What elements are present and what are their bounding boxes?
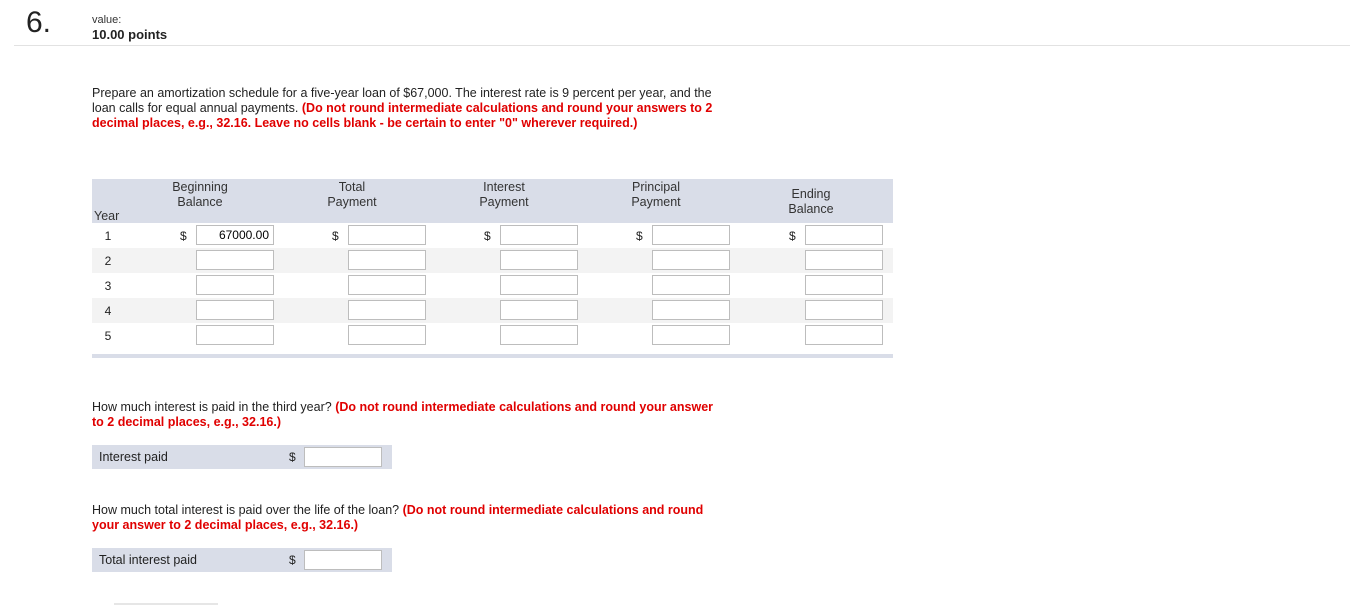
table-header bbox=[92, 179, 893, 223]
question-3-prompt: How much total interest is paid over the life of the loan? (Do not round intermediate calculations and round your answer to 2 decimal places, e.g., 32.16.) bbox=[92, 503, 704, 532]
total-input[interactable] bbox=[348, 300, 426, 320]
beginning-input[interactable] bbox=[196, 325, 274, 345]
year-cell: 5 bbox=[104, 329, 112, 343]
interest-input[interactable] bbox=[500, 250, 578, 270]
header-beginning-balance: Beginning Balance bbox=[172, 180, 228, 209]
table-row bbox=[92, 223, 893, 248]
total-input[interactable] bbox=[348, 325, 426, 345]
currency-symbol: $ bbox=[636, 229, 643, 243]
total-interest-paid-row bbox=[92, 548, 392, 572]
table-footer-line bbox=[92, 354, 893, 358]
ending-input[interactable] bbox=[805, 325, 883, 345]
table-row bbox=[92, 248, 893, 273]
ending-input[interactable] bbox=[805, 275, 883, 295]
prompt-instructions: (Do not round intermediate calculations and round your answers to 2 decimal places, e.g., 32.16. Leave no cells blank - be certain to enter "0" wherever required.) bbox=[92, 101, 713, 130]
total-input[interactable] bbox=[348, 225, 426, 245]
table-row bbox=[92, 298, 893, 323]
interest-input[interactable] bbox=[500, 300, 578, 320]
year-cell: 4 bbox=[104, 304, 112, 318]
currency-symbol: $ bbox=[289, 450, 296, 464]
ending-input[interactable] bbox=[805, 250, 883, 270]
currency-symbol: $ bbox=[789, 229, 796, 243]
total-interest-paid-input[interactable] bbox=[304, 550, 382, 570]
year-cell: 2 bbox=[104, 254, 112, 268]
interest-input[interactable] bbox=[500, 275, 578, 295]
interest-input[interactable] bbox=[500, 325, 578, 345]
currency-symbol: $ bbox=[289, 553, 296, 567]
beginning-input[interactable] bbox=[196, 275, 274, 295]
table-body bbox=[92, 223, 893, 348]
ending-input[interactable] bbox=[805, 225, 883, 245]
total-interest-paid-label: Total interest paid bbox=[99, 553, 197, 567]
principal-input[interactable] bbox=[652, 225, 730, 245]
table-row bbox=[92, 273, 893, 298]
year-cell: 1 bbox=[104, 229, 112, 243]
beginning-input[interactable] bbox=[196, 225, 274, 245]
total-input[interactable] bbox=[348, 275, 426, 295]
header-principal-payment: Principal Payment bbox=[631, 180, 681, 209]
value-label: value: bbox=[92, 14, 122, 26]
interest-paid-input[interactable] bbox=[304, 447, 382, 467]
table-row bbox=[92, 323, 893, 348]
points-value: 10.00 points bbox=[92, 27, 168, 42]
amortization-table bbox=[92, 179, 893, 358]
year-cell: 3 bbox=[104, 279, 112, 293]
currency-symbol: $ bbox=[332, 229, 339, 243]
principal-input[interactable] bbox=[652, 300, 730, 320]
principal-input[interactable] bbox=[652, 275, 730, 295]
header-year: Year bbox=[94, 209, 120, 223]
question-2-prompt: How much interest is paid in the third year? (Do not round intermediate calculations and round your answer to 2 decimal places, e.g., 32.16.) bbox=[92, 400, 714, 429]
header-ending-balance: Ending Balance bbox=[788, 187, 834, 216]
interest-paid-label: Interest paid bbox=[99, 450, 168, 464]
question-number: 6. bbox=[26, 6, 52, 39]
header-total-payment: Total Payment bbox=[327, 180, 377, 209]
principal-input[interactable] bbox=[652, 250, 730, 270]
header-interest-payment: Interest Payment bbox=[479, 180, 529, 209]
principal-input[interactable] bbox=[652, 325, 730, 345]
header-divider bbox=[14, 45, 1350, 46]
beginning-input[interactable] bbox=[196, 250, 274, 270]
question-prompt bbox=[92, 86, 717, 131]
currency-symbol: $ bbox=[180, 229, 187, 243]
ending-input[interactable] bbox=[805, 300, 883, 320]
interest-paid-row bbox=[92, 445, 392, 469]
total-input[interactable] bbox=[348, 250, 426, 270]
beginning-input[interactable] bbox=[196, 300, 274, 320]
currency-symbol: $ bbox=[484, 229, 491, 243]
prompt-text: Prepare an amortization schedule for a five-year loan of $67,000. The interest rate is 9 percent per year, and the loan calls for equal annual payments. bbox=[92, 86, 712, 115]
interest-input[interactable] bbox=[500, 225, 578, 245]
